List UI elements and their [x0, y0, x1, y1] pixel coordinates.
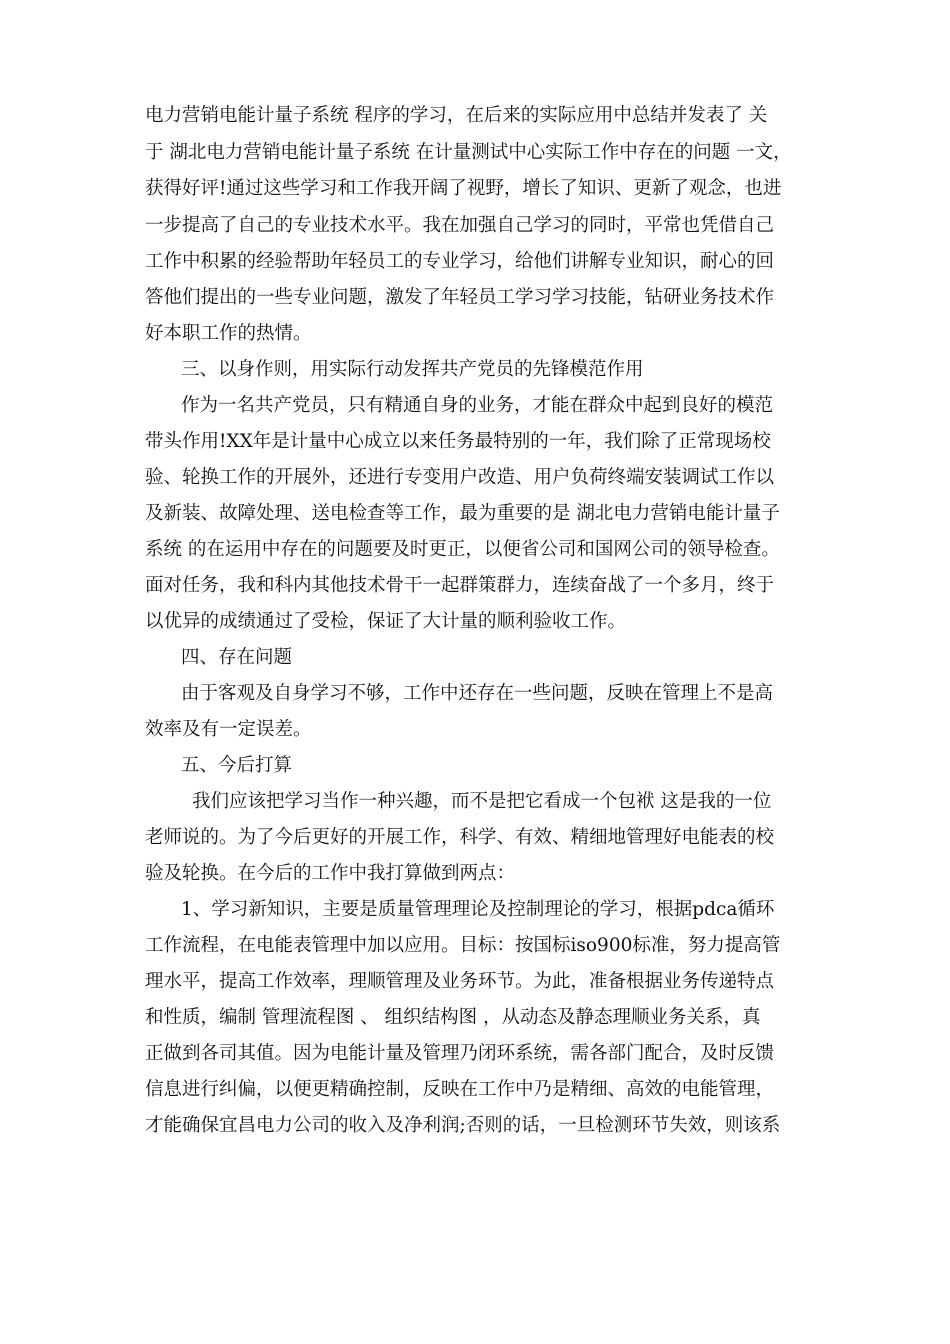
text-line: 效率及有一定误差。	[145, 719, 312, 740]
text-line: 才能确保宜昌电力公司的收入及净利润;否则的话，一旦检测环节失效，则该系	[145, 1115, 781, 1136]
text-line: 好本职工作的热情。	[145, 323, 312, 344]
text-line: 三、以身作则，用实际行动发挥共产党员的先锋模范作用	[181, 359, 644, 380]
text-line: 于 湖北电力营销电能计量子系统 在计量测试中心实际工作中存在的问题 一文，	[145, 142, 792, 163]
text-line: 系统 的在运用中存在的问题要及时更正，以便省公司和国网公司的领导检查。	[145, 539, 780, 560]
text-line: 带头作用!XX年是计量中心成立以来任务最特别的一年，我们除了正常现场校	[145, 431, 771, 452]
text-line: 我们应该把学习当作一种兴趣，而不是把它看成一个包袱 这是我的一位	[192, 791, 772, 812]
text-line: 验及轮换。在今后的工作中我打算做到两点：	[145, 863, 516, 884]
text-line: 面对任务，我和科内其他技术骨干一起群策群力，连续奋战了一个多月，终于	[145, 575, 775, 596]
text-line: 作为一名共产党员，只有精通自身的业务，才能在群众中起到良好的模范	[181, 395, 774, 416]
text-line: 验、轮换工作的开展外，还进行专变用户改造、用户负荷终端安装调试工作以	[145, 467, 775, 488]
text-line: 老师说的。为了今后更好的开展工作，科学、有效、精细地管理好电能表的校	[145, 827, 775, 848]
text-line: 以优异的成绩通过了受检，保证了大计量的顺利验收工作。	[145, 611, 627, 632]
text-line: 1、学习新知识，主要是质量管理理论及控制理论的学习，根据pdca循环	[181, 899, 775, 920]
text-line: 信息进行纠偏，以便更精确控制，反映在工作中乃是精细、高效的电能管理，	[145, 1079, 775, 1100]
text-line: 获得好评!通过这些学习和工作我开阔了视野，增长了知识、更新了观念，也进	[145, 178, 782, 199]
text-line: 理水平，提高工作效率，理顺管理及业务环节。为此，准备根据业务传递特点	[145, 971, 775, 992]
text-line: 答他们提出的一些专业问题，激发了年轻员工学习学习技能，钻研业务技术作	[145, 287, 775, 308]
text-line: 五、今后打算	[181, 755, 293, 776]
text-line: 一步提高了自己的专业技术水平。我在加强自己学习的同时，平常也凭借自己	[145, 215, 775, 236]
text-line: 和性质，编制 管理流程图 、 组织结构图 ，从动态及静态理顺业务关系，真	[145, 1007, 761, 1028]
text-line: 及新装、故障处理、送电检查等工作，最为重要的是 湖北电力营销电能计量子	[145, 503, 780, 524]
text-line: 四、存在问题	[181, 647, 293, 668]
text-line: 工作流程，在电能表管理中加以应用。目标：按国标iso900标准，努力提高管	[145, 935, 781, 956]
text-line: 工作中积累的经验帮助年轻员工的专业学习，给他们讲解专业知识，耐心的回	[145, 251, 775, 272]
text-line: 由于客观及自身学习不够，工作中还存在一些问题，反映在管理上不是高	[181, 683, 774, 704]
text-line: 正做到各司其值。因为电能计量及管理乃闭环系统，需各部门配合，及时反馈	[145, 1043, 775, 1064]
text-line: 电力营销电能计量子系统 程序的学习，在后来的实际应用中总结并发表了 关	[145, 105, 768, 126]
